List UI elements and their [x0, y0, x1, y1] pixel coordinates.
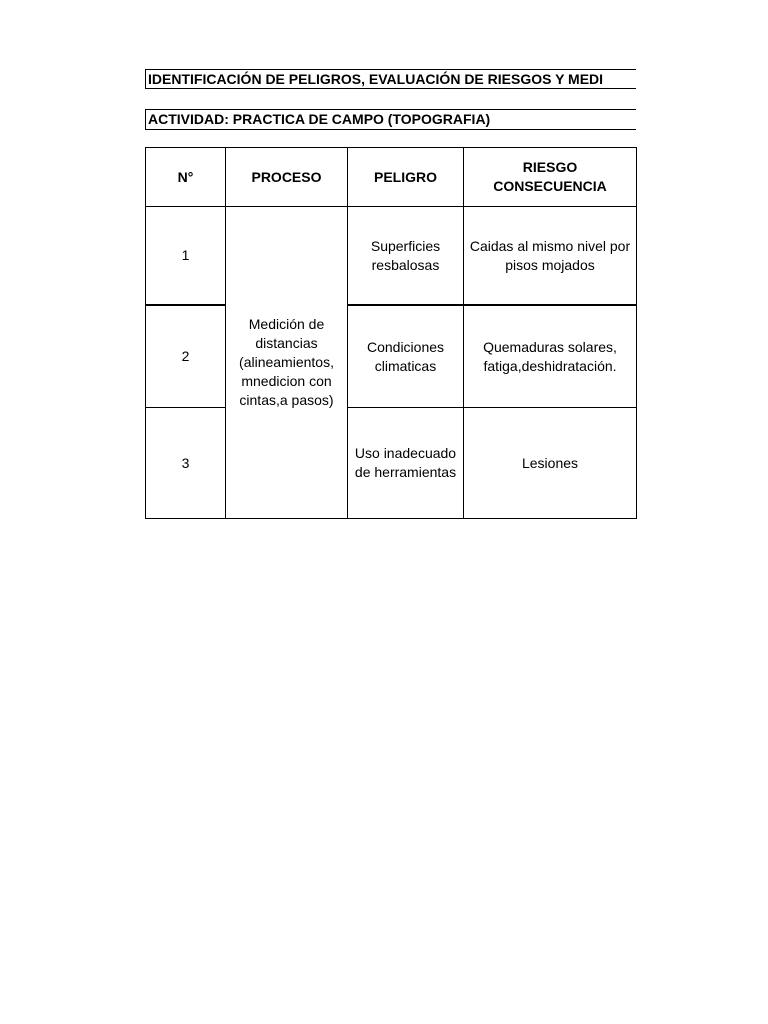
table-header-row — [146, 148, 637, 207]
activity-heading: ACTIVIDAD: PRACTICA DE CAMPO (TOPOGRAFIA) — [145, 109, 636, 130]
header-number: N° — [146, 148, 226, 207]
document-title: IDENTIFICACIÓN DE PELIGROS, EVALUACIÓN DE RIESGOS Y MEDI — [145, 69, 636, 89]
table-row — [146, 408, 637, 519]
hazard-cell: Condiciones climaticas — [348, 305, 464, 408]
consequence-cell: Caidas al mismo nivel por pisos mojados — [464, 207, 637, 306]
hazard-cell: Superficies resbalosas — [348, 207, 464, 306]
row-number: 3 — [146, 408, 226, 519]
table-row — [146, 305, 637, 408]
header-hazard: PELIGRO — [348, 148, 464, 207]
row-number: 2 — [146, 305, 226, 408]
header-risk-line1: RIESGO — [522, 159, 578, 175]
header-process: PROCESO — [226, 148, 348, 207]
table-row — [146, 207, 637, 306]
hazard-cell: Uso inadecuado de herramientas — [348, 408, 464, 519]
consequence-cell: Quemaduras solares, fatiga,deshidratación. — [464, 305, 637, 408]
header-risk-line2: CONSECUENCIA — [493, 178, 607, 194]
header-risk — [464, 148, 637, 207]
process-text: Medición de distancias (alineamientos, mnedicion con cintas,a pasos) — [239, 316, 334, 408]
row-number: 1 — [146, 207, 226, 306]
consequence-cell: Lesiones — [464, 408, 637, 519]
process-cell — [226, 207, 348, 519]
risk-table — [145, 147, 637, 519]
